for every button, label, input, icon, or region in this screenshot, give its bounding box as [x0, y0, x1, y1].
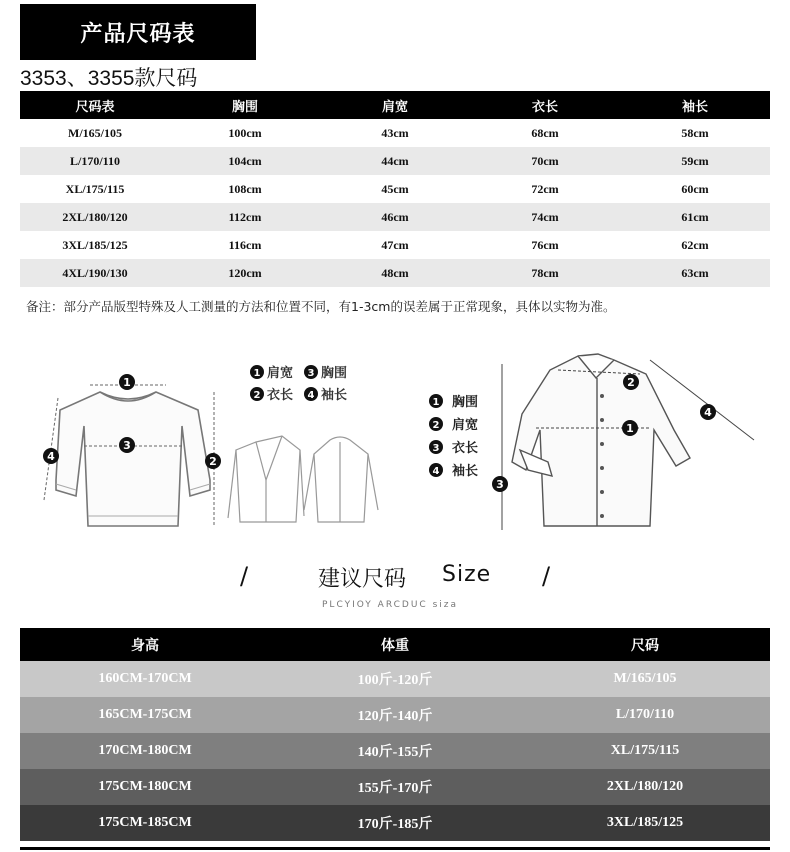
- table-row: [20, 175, 770, 203]
- table-cell: 2XL/180/120: [520, 769, 770, 805]
- table-row: [20, 231, 770, 259]
- svg-text:4: 4: [704, 406, 712, 419]
- col-header-weight: 体重: [270, 628, 520, 661]
- recommend-header-row: [20, 628, 770, 661]
- table-cell: 160CM-170CM: [20, 661, 270, 697]
- right-legend-chest: 胸围: [452, 395, 479, 410]
- table-cell: L/170/110: [520, 697, 770, 733]
- svg-text:3: 3: [432, 443, 440, 454]
- table-cell: 4XL/190/130: [20, 259, 170, 287]
- svg-text:4: 4: [307, 390, 315, 401]
- table-cell: XL/175/115: [20, 175, 170, 203]
- table-row: [20, 259, 770, 287]
- svg-text:1: 1: [432, 397, 440, 408]
- col-header-size: 尺码表: [20, 91, 170, 119]
- heading-slash-left: /: [240, 562, 249, 590]
- table-cell: 120cm: [170, 259, 320, 287]
- table-row: [20, 119, 770, 147]
- svg-text:2: 2: [253, 390, 261, 401]
- svg-text:4: 4: [432, 466, 440, 477]
- col-header-height: 身高: [20, 628, 270, 661]
- col-header-shoulder: 肩宽: [320, 91, 470, 119]
- badge-2-label: 2: [209, 455, 217, 468]
- col-header-chest: 胸围: [170, 91, 320, 119]
- table-row: [20, 805, 770, 841]
- recommend-title-cn: 建议尺码: [318, 567, 407, 592]
- table-cell: 100cm: [170, 119, 320, 147]
- table-cell: 76cm: [470, 231, 620, 259]
- right-legend-length: 衣长: [452, 441, 479, 456]
- svg-text:1: 1: [253, 368, 261, 379]
- svg-text:3: 3: [496, 478, 504, 491]
- table-cell: 165CM-175CM: [20, 697, 270, 733]
- recommend-title-en: Size: [442, 562, 492, 587]
- recommend-size-table: [20, 628, 770, 841]
- table-cell: 175CM-185CM: [20, 805, 270, 841]
- table-cell: 61cm: [620, 203, 770, 231]
- svg-text:2: 2: [432, 420, 440, 431]
- legend-sleeve: 袖长: [321, 388, 348, 403]
- jacket-illustration: [304, 437, 378, 522]
- measurement-diagram: [0, 330, 790, 545]
- legend-chest: 胸围: [321, 366, 348, 381]
- table-cell: 175CM-180CM: [20, 769, 270, 805]
- table-cell: 112cm: [170, 203, 320, 231]
- table-cell: 46cm: [320, 203, 470, 231]
- size-chart-table: [20, 91, 770, 287]
- col-header-size: 尺码: [520, 628, 770, 661]
- table-cell: XL/175/115: [520, 733, 770, 769]
- table-cell: M/165/105: [520, 661, 770, 697]
- table-cell: 100斤-120斤: [270, 661, 520, 697]
- table-row: [20, 203, 770, 231]
- col-header-length: 衣长: [470, 91, 620, 119]
- badge-1-label: 1: [123, 376, 131, 389]
- svg-text:2: 2: [627, 376, 635, 389]
- recommend-tagline: PLCYIOY ARCDUC siza: [322, 600, 459, 610]
- bottom-rule: [20, 847, 770, 850]
- table-row: [20, 769, 770, 805]
- table-cell: 170斤-185斤: [270, 805, 520, 841]
- table-cell: M/165/105: [20, 119, 170, 147]
- legend-shoulder: 肩宽: [267, 366, 294, 381]
- table-cell: 70cm: [470, 147, 620, 175]
- right-legend-shoulder: 肩宽: [452, 418, 479, 433]
- table-cell: 170CM-180CM: [20, 733, 270, 769]
- shirt-illustration: [512, 354, 690, 526]
- table-row: [20, 147, 770, 175]
- model-subtitle: 3353、3355款尺码: [20, 67, 198, 90]
- legend-length: 衣长: [267, 388, 294, 403]
- table-cell: 62cm: [620, 231, 770, 259]
- measurement-note: 备注：部分产品版型特殊及人工测量的方法和位置不同，有1-3cm的误差属于正常现象，具体以实物为准。: [26, 299, 616, 314]
- table-cell: 78cm: [470, 259, 620, 287]
- table-cell: 63cm: [620, 259, 770, 287]
- blazer-illustration: [228, 436, 304, 522]
- heading-slash-right: /: [542, 562, 551, 590]
- table-cell: 58cm: [620, 119, 770, 147]
- table-cell: 104cm: [170, 147, 320, 175]
- table-cell: 2XL/180/120: [20, 203, 170, 231]
- table-cell: L/170/110: [20, 147, 170, 175]
- right-legend: [429, 394, 478, 479]
- table-row: [20, 733, 770, 769]
- table-cell: 59cm: [620, 147, 770, 175]
- left-legend: [250, 365, 347, 403]
- table-cell: 60cm: [620, 175, 770, 203]
- right-legend-sleeve: 袖长: [452, 464, 479, 479]
- table-cell: 68cm: [470, 119, 620, 147]
- table-row: [20, 697, 770, 733]
- svg-text:1: 1: [626, 422, 634, 435]
- table-cell: 47cm: [320, 231, 470, 259]
- table-cell: 155斤-170斤: [270, 769, 520, 805]
- table-cell: 43cm: [320, 119, 470, 147]
- table-cell: 74cm: [470, 203, 620, 231]
- page-title-banner: 产品尺码表: [20, 4, 256, 60]
- sweater-illustration: [56, 392, 210, 526]
- badge-4-label: 4: [47, 450, 55, 463]
- table-cell: 140斤-155斤: [270, 733, 520, 769]
- table-cell: 45cm: [320, 175, 470, 203]
- table-cell: 44cm: [320, 147, 470, 175]
- table-row: [20, 661, 770, 697]
- table-cell: 72cm: [470, 175, 620, 203]
- recommend-heading: [0, 562, 790, 596]
- svg-text:3: 3: [307, 368, 315, 379]
- badge-3-label: 3: [123, 439, 131, 452]
- col-header-sleeve: 袖长: [620, 91, 770, 119]
- table-cell: 3XL/185/125: [520, 805, 770, 841]
- table-cell: 120斤-140斤: [270, 697, 520, 733]
- table-cell: 48cm: [320, 259, 470, 287]
- table-cell: 3XL/185/125: [20, 231, 170, 259]
- table-cell: 116cm: [170, 231, 320, 259]
- size-table-header-row: [20, 91, 770, 119]
- table-cell: 108cm: [170, 175, 320, 203]
